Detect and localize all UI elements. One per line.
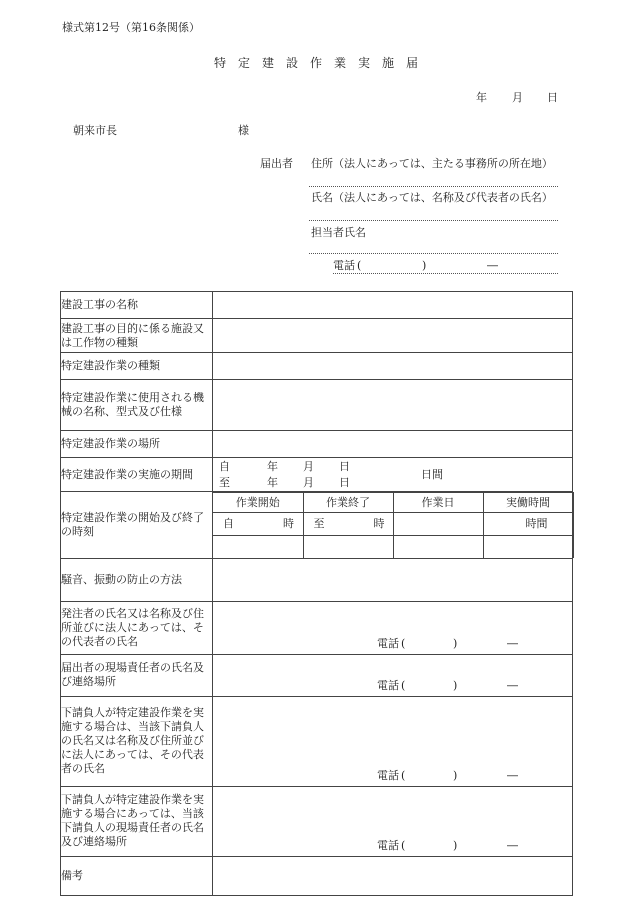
date-day-label: 日	[547, 91, 558, 104]
schedule-subtable	[213, 492, 574, 558]
phone-paren-open: (	[401, 636, 406, 650]
sub-manager-phone	[377, 839, 567, 852]
sub-manager-label: 下請負人が特定建設作業を実施する場合にあっては、当該下請負人の現場責任者の氏名及び連絡場所	[61, 786, 213, 856]
phone-label: 電話	[377, 838, 399, 852]
applicant-phone-line[interactable]	[333, 273, 558, 274]
remarks-field[interactable]	[213, 856, 573, 895]
prevention-field[interactable]	[213, 558, 573, 601]
table-row	[61, 558, 573, 601]
site-manager-label: 届出者の現場責任者の氏名及び連絡場所	[61, 654, 213, 696]
prevention-label: 騒音、振動の防止の方法	[61, 558, 213, 601]
period-from-day: 日	[339, 460, 350, 473]
work-start-from-label: 自	[223, 517, 234, 530]
form-number: 様式第12号（第16条関係）	[62, 21, 200, 34]
applicant-address-label: 住所（法人にあっては、主たる事務所の所在地）	[311, 157, 553, 170]
phone-dash: ―	[507, 678, 518, 692]
work-type-field[interactable]	[213, 353, 573, 380]
applicant-phone-dash: ―	[487, 259, 498, 272]
form-table	[60, 291, 573, 896]
work-end-cell[interactable]	[303, 513, 393, 536]
applicant-label: 届出者	[260, 157, 293, 170]
name-line[interactable]	[309, 220, 558, 221]
work-days-extra-cell[interactable]	[393, 536, 483, 558]
period-label: 特定建設作業の実施の期間	[61, 458, 213, 492]
period-field[interactable]	[213, 458, 573, 492]
work-days-header: 作業日	[393, 493, 483, 513]
sub-manager-field[interactable]	[213, 786, 573, 856]
phone-dash: ―	[507, 838, 518, 852]
address-line[interactable]	[309, 186, 558, 187]
period-to-day: 日	[339, 476, 350, 489]
table-row	[61, 492, 573, 559]
table-row	[61, 353, 573, 380]
work-hours-header: 実働時間	[483, 493, 573, 513]
work-start-hour-label: 時	[283, 517, 294, 530]
table-row	[61, 380, 573, 431]
project-name-field[interactable]	[213, 292, 573, 319]
table-row	[61, 601, 573, 654]
facility-type-label: 建設工事の目的に係る施設又は工作物の種類	[61, 319, 213, 353]
addressee: 朝来市長	[73, 124, 117, 137]
phone-label: 電話	[377, 768, 399, 782]
machinery-label: 特定建設作業に使用される機械の名称、型式及び仕様	[61, 380, 213, 431]
phone-paren-close: )	[453, 678, 458, 692]
work-hours-cell[interactable]	[483, 513, 573, 536]
work-end-extra-cell[interactable]	[303, 536, 393, 558]
orderer-phone	[377, 637, 567, 650]
applicant-phone-label: 電話	[333, 259, 355, 272]
machinery-field[interactable]	[213, 380, 573, 431]
period-to-label: 至	[219, 476, 230, 489]
applicant-phone-paren-close: )	[422, 259, 427, 272]
phone-paren-close: )	[453, 636, 458, 650]
contact-person-label: 担当者氏名	[311, 226, 366, 239]
work-hours-extra-cell[interactable]	[483, 536, 573, 558]
work-start-extra-cell[interactable]	[213, 536, 303, 558]
work-start-header: 作業開始	[213, 493, 303, 513]
honorific: 様	[238, 124, 249, 137]
table-row	[61, 696, 573, 786]
subcontractor-phone	[377, 769, 567, 782]
work-end-hour-label: 時	[373, 517, 385, 530]
site-manager-field[interactable]	[213, 654, 573, 696]
period-from-label: 自	[219, 460, 230, 473]
date-month-label: 月	[512, 91, 523, 104]
phone-label: 電話	[377, 636, 399, 650]
project-name-label: 建設工事の名称	[61, 292, 213, 319]
schedule-label: 特定建設作業の開始及び終了の時刻	[61, 492, 213, 559]
phone-paren-close: )	[453, 768, 458, 782]
period-days-label: 日間	[421, 468, 443, 481]
table-row	[61, 856, 573, 895]
page-title: 特 定 建 設 作 業 実 施 届	[214, 56, 419, 70]
work-end-header: 作業終了	[303, 493, 393, 513]
phone-label: 電話	[377, 678, 399, 692]
contact-person-line[interactable]	[309, 253, 558, 254]
work-end-to-label: 至	[313, 517, 325, 530]
work-start-cell[interactable]	[213, 513, 303, 536]
phone-paren-open: (	[401, 768, 406, 782]
location-label: 特定建設作業の場所	[61, 431, 213, 458]
location-field[interactable]	[213, 431, 573, 458]
phone-paren-close: )	[453, 838, 458, 852]
subcontractor-field[interactable]	[213, 696, 573, 786]
table-row	[61, 431, 573, 458]
applicant-phone-paren-open: (	[357, 259, 362, 272]
period-from-month: 月	[303, 460, 314, 473]
subcontractor-label: 下請負人が特定建設作業を実施する場合は、当該下請負人の氏名又は名称及び住所並びに法人にあっては、その代表者の氏名	[61, 696, 213, 786]
period-to-year: 年	[267, 476, 278, 489]
phone-dash: ―	[507, 768, 518, 782]
table-row	[61, 292, 573, 319]
applicant-name-label: 氏名（法人にあっては、名称及び代表者の氏名）	[311, 191, 553, 204]
work-type-label: 特定建設作業の種類	[61, 353, 213, 380]
phone-dash: ―	[507, 636, 518, 650]
phone-paren-open: (	[401, 678, 406, 692]
orderer-label: 発注者の氏名又は名称及び住所並びに法人にあっては、その代表者の氏名	[61, 601, 213, 654]
facility-type-field[interactable]	[213, 319, 573, 353]
remarks-label: 備考	[61, 856, 213, 895]
date-year-label: 年	[476, 91, 487, 104]
table-row	[61, 458, 573, 492]
work-hours-unit: 時間	[525, 517, 548, 530]
phone-paren-open: (	[401, 838, 406, 852]
table-row	[61, 786, 573, 856]
table-row	[61, 319, 573, 353]
schedule-field	[213, 492, 573, 559]
orderer-field[interactable]	[213, 601, 573, 654]
site-manager-phone	[377, 679, 567, 692]
work-days-cell[interactable]	[393, 513, 483, 536]
period-from-year: 年	[267, 460, 278, 473]
table-row	[61, 654, 573, 696]
period-to-month: 月	[303, 476, 314, 489]
